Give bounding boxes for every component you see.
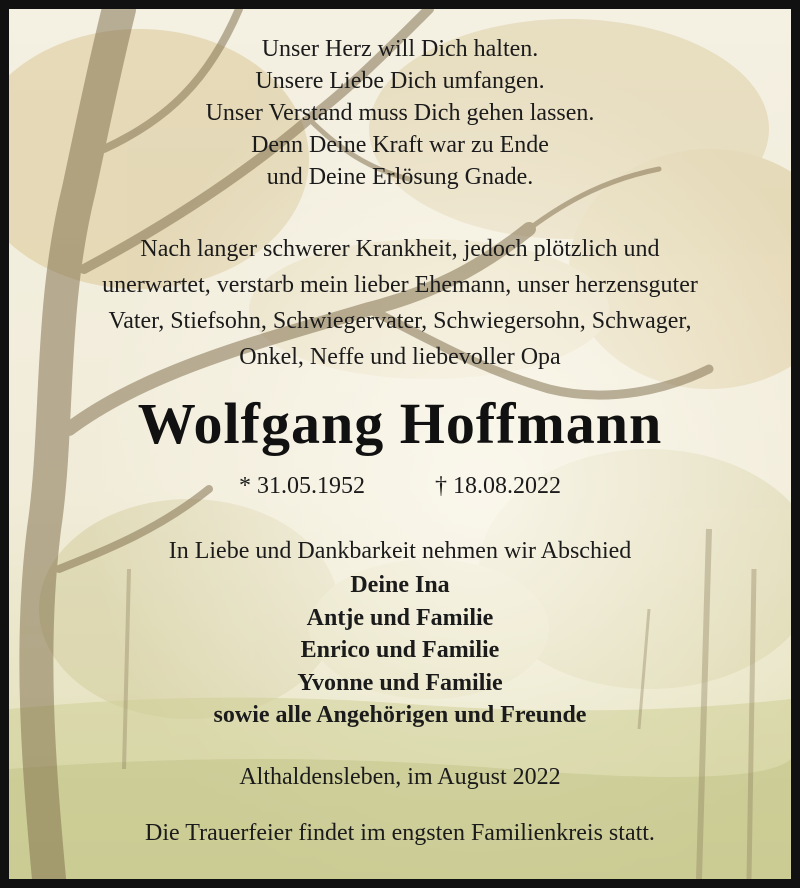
funeral-notice: Die Trauerfeier findet im engsten Familienkreis statt. <box>145 820 655 846</box>
deceased-name: Wolfgang Hoffmann <box>137 391 663 456</box>
poem-line: Unser Herz will Dich halten. <box>261 36 539 62</box>
death-announcement-text <box>9 231 791 375</box>
farewell-line: In Liebe und Dankbarkeit nehmen wir Abschied <box>168 538 632 564</box>
mourner-name: Yvonne und Familie <box>297 669 503 696</box>
mourner-name: Enrico und Familie <box>300 637 500 663</box>
announcement-line: unerwartet, verstarb mein lieber Ehemann, unser herzensguter <box>102 272 698 298</box>
announcement-line: Onkel, Neffe und liebevoller Opa <box>239 344 561 370</box>
poem-line: Unsere Liebe Dich umfangen. <box>255 68 545 94</box>
obituary-content <box>9 9 791 879</box>
mourner-name: Antje und Familie <box>306 604 494 631</box>
life-dates <box>9 471 791 501</box>
mourners-list <box>9 569 791 732</box>
death-date: † 18.08.2022 <box>435 473 561 499</box>
mourner-name: sowie alle Angehörigen und Freunde <box>213 702 587 728</box>
mourner-name: Deine Ina <box>350 572 450 598</box>
announcement-line: Nach langer schwerer Krankheit, jedoch plötzlich und <box>140 236 660 262</box>
poem <box>9 33 791 193</box>
poem-line: Unser Verstand muss Dich gehen lassen. <box>205 100 595 126</box>
poem-line: und Deine Erlösung Gnade. <box>266 164 534 190</box>
birth-date: * 31.05.1952 <box>239 473 365 499</box>
poem-line: Denn Deine Kraft war zu Ende <box>251 132 549 158</box>
place-and-date: Althaldensleben, im August 2022 <box>239 764 561 790</box>
announcement-line: Vater, Stiefsohn, Schwiegervater, Schwiegersohn, Schwager, <box>108 308 692 334</box>
